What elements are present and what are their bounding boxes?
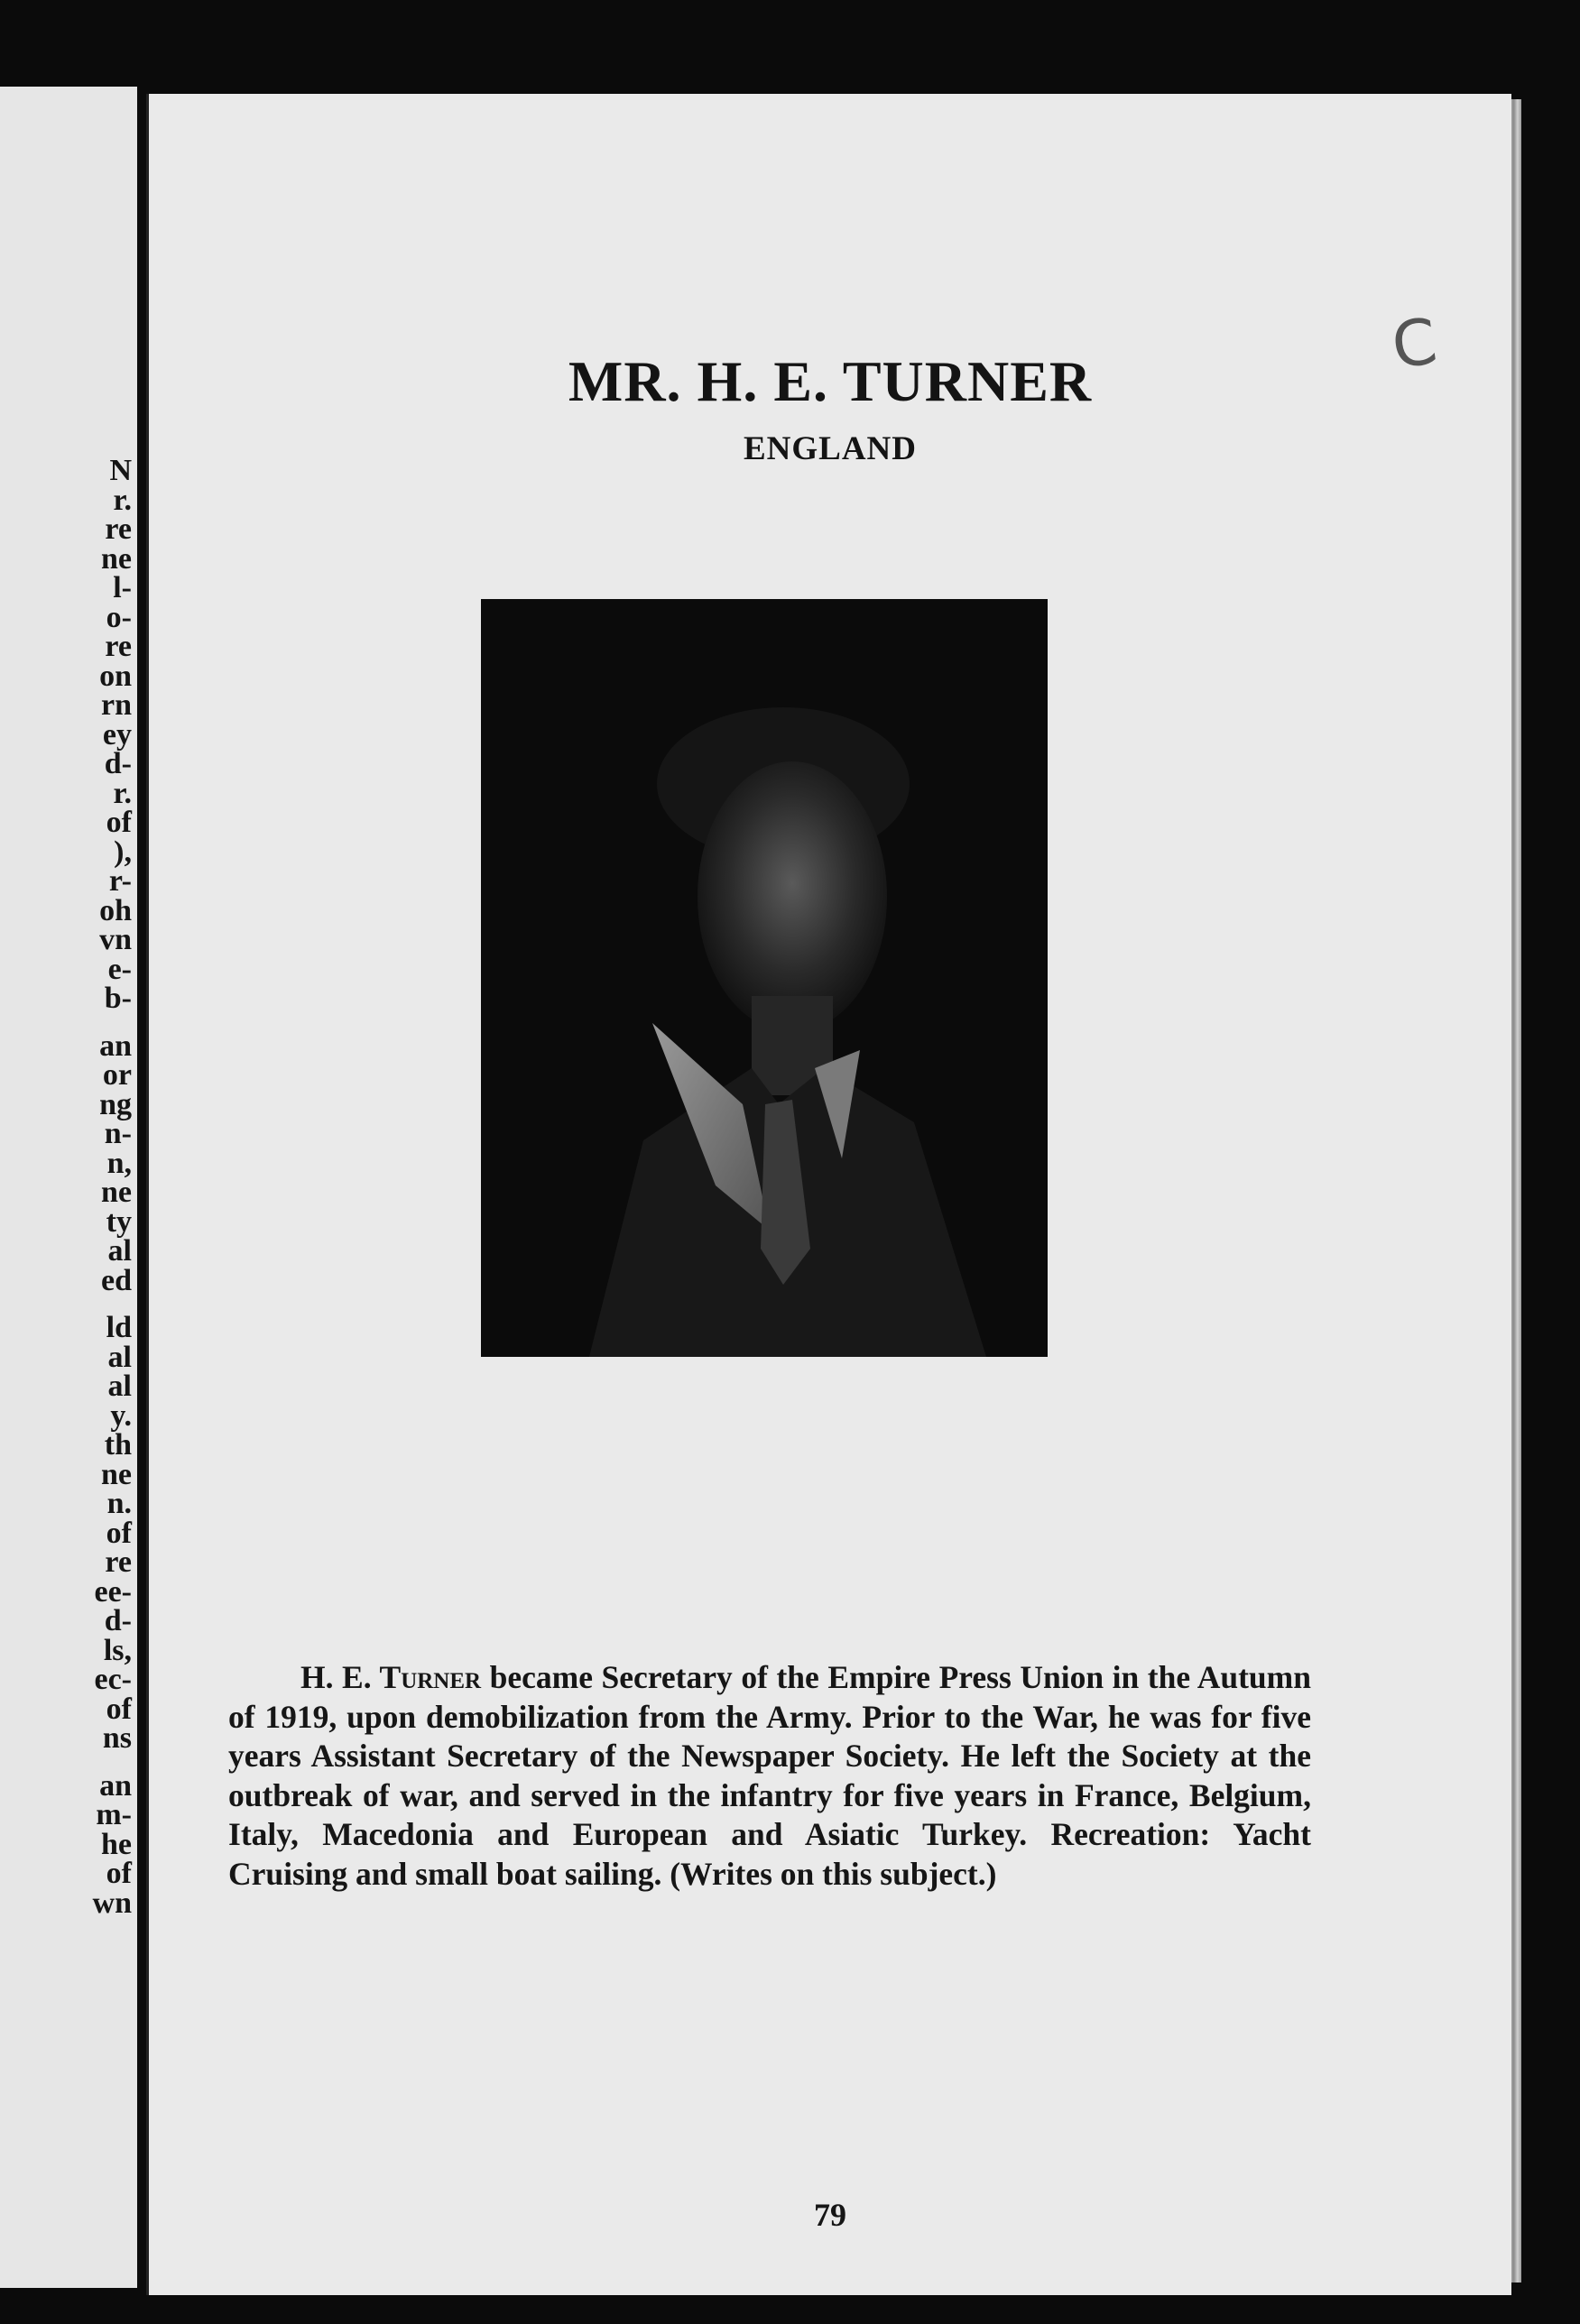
left-page-fragment: vn [99,923,132,956]
biography-paragraph [228,1658,1311,1894]
left-page-fragment: al [107,1370,132,1403]
left-page-fragment: n- [104,1117,132,1150]
left-page-fragment: an [99,1028,132,1063]
left-page-fragment: d- [104,1604,132,1637]
portrait-image [481,599,1048,1357]
left-page-fragment: ec- [94,1663,132,1696]
left-page-fragment: ), [114,835,132,869]
left-page-fragment: ng [99,1087,132,1121]
left-page-fragment: r. [113,776,132,810]
left-page-fragment: he [101,1827,132,1861]
margin-mark: C [1387,303,1442,384]
left-page-fragment: r. [113,483,132,517]
portrait-photo [481,599,1048,1357]
left-page-fragment: N [109,454,132,487]
left-page-text-column [93,456,132,1918]
left-page-fragment: al [107,1234,132,1268]
left-page [0,87,137,2288]
left-page-fragment: ey [102,717,132,752]
left-page-fragment: l- [113,571,132,604]
left-page-fragment: re [105,1545,132,1579]
left-page-fragment: ee- [94,1574,132,1609]
left-page-fragment: or [102,1058,132,1092]
left-page-fragment: ed [101,1263,132,1297]
left-page-fragment: th [104,1428,132,1462]
left-page-fragment: ls, [103,1633,132,1667]
left-page-fragment: an [99,1768,132,1803]
left-page-fragment: wn [92,1886,132,1920]
left-page-fragment: of [106,1857,132,1890]
left-page-fragment: n. [106,1487,132,1520]
left-page-fragment: re [105,630,132,663]
left-page-fragment: m- [96,1798,132,1831]
left-page-fragment: of [106,1692,132,1726]
biography-text: became Secretary of the Empire Press Union in the Autumn of 1919, upon demobilization from the Army. Prior to the War, he was for five years Assistant Secretary of the Newspaper Society. He left the Society at the outbreak of war, and served in the infantry for five years in France, Belgium, Italy, Macedonia and European and Asiatic Turkey. Recreation: Yacht Cruising and small boat sailing. (Writes on this subject.) [228,1659,1311,1892]
left-page-fragment: r- [108,864,132,898]
left-page-fragment: n, [106,1146,132,1180]
left-page-fragment: on [99,659,132,693]
left-page-fragment: d- [104,747,132,780]
left-page-fragment: ne [101,1176,132,1209]
left-page-fragment: rn [101,688,132,722]
left-page-fragment: ld [106,1311,132,1344]
left-page-fragment: of [106,1516,132,1550]
left-page-fragment: ne [101,541,132,576]
left-page-fragment: b- [104,982,132,1015]
left-page-fragment: o- [106,600,132,634]
left-page-fragment: al [107,1340,132,1374]
left-page-fragment: ns [102,1721,132,1755]
left-page-fragment: oh [99,893,132,927]
right-page [146,94,1511,2295]
page-number: 79 [814,2197,846,2233]
left-page-fragment: ty [106,1204,132,1239]
left-page-fragment: y. [110,1398,132,1433]
page-subtitle: ENGLAND [743,430,918,467]
left-page-fragment: ne [101,1457,132,1491]
biography-name: H. E. Turner [300,1659,482,1695]
page-title: MR. H. E. TURNER [568,349,1093,413]
left-page-fragment: of [106,806,132,839]
left-page-fragment: re [105,512,132,546]
left-page-fragment: e- [107,952,132,986]
